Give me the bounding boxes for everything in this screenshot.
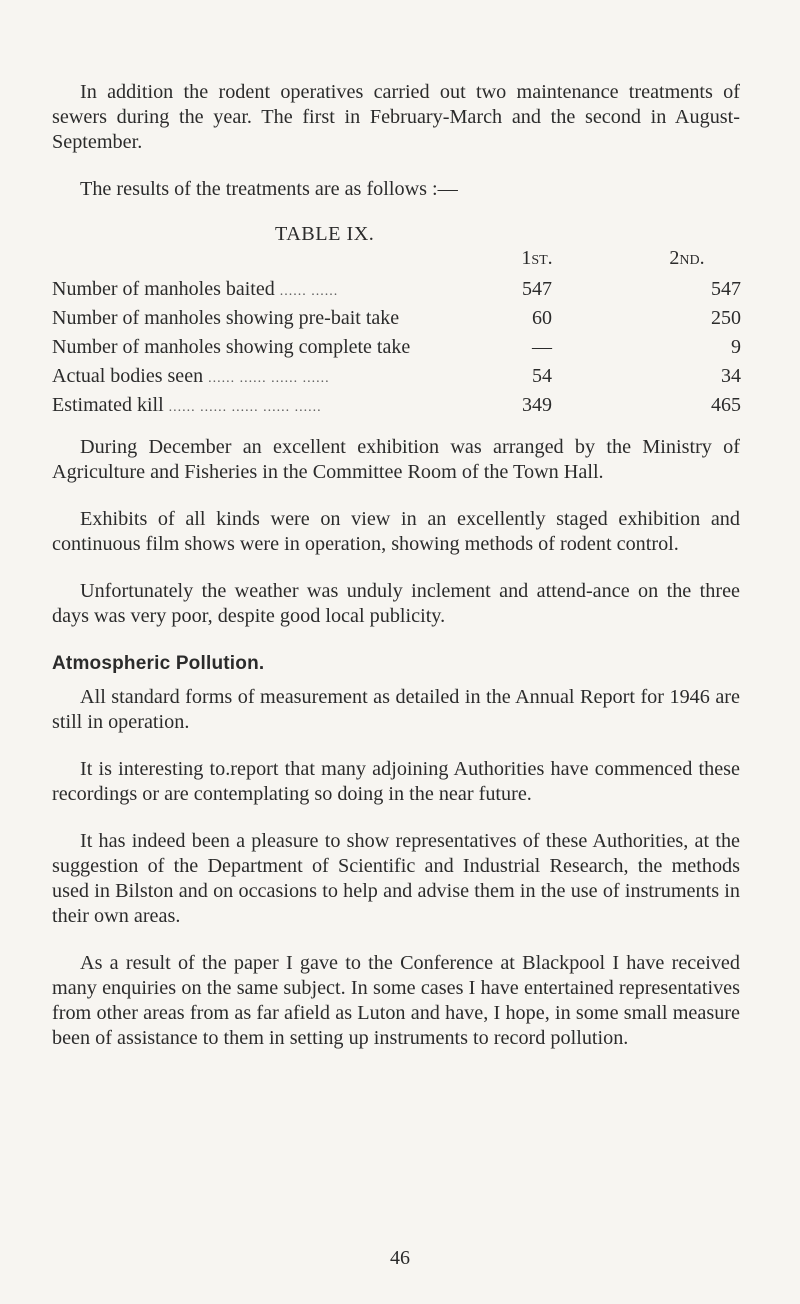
- row-leader-dots: ...... ...... ...... ...... ......: [168, 400, 322, 415]
- row-value-first: 54: [532, 365, 552, 387]
- document-page: [52, 80, 740, 1073]
- intro-paragraph: In addition the rodent operatives carried out two maintenance treatments of sewers during the year. The first in February-March and the second in August-September.: [52, 81, 740, 153]
- table-row: [52, 334, 740, 363]
- row-value-second: 250: [711, 307, 741, 329]
- section-heading: Atmospheric Pollution.: [52, 653, 265, 674]
- row-leader-dots: ...... ...... ...... ......: [208, 371, 330, 386]
- table-title: TABLE IX.: [275, 223, 375, 245]
- exhibits-paragraph: Exhibits of all kinds were on view in an excellently staged exhibition and continuous film shows were in operation, showing methods of rodent control.: [52, 508, 740, 555]
- row-value-second: 465: [711, 394, 741, 416]
- row-value-first: 547: [522, 278, 552, 300]
- row-value-second: 547: [711, 278, 741, 300]
- conference-paragraph: As a result of the paper I gave to the Conference at Blackpool I have received many enquiries on the same subject. In some cases I have entertained representatives from other areas from as far afield as Luton and have, I hope, in some small measure been of assistance to them in setting up instruments to record pollution.: [52, 952, 740, 1049]
- row-value-first: 60: [532, 307, 552, 329]
- row-value-second: 9: [731, 336, 741, 358]
- measurement-paragraph: All standard forms of measurement as detailed in the Annual Report for 1946 are still in operation.: [52, 686, 740, 733]
- authorities-paragraph: It is interesting to.report that many adjoining Authorities have commenced these recordings or are contemplating so doing in the near future.: [52, 758, 740, 805]
- row-label: Estimated kill: [52, 394, 164, 416]
- page-number: 46: [390, 1247, 410, 1269]
- row-value-first: —: [532, 336, 552, 358]
- row-label: Actual bodies seen: [52, 365, 204, 387]
- column-header-second: 2nd.: [669, 247, 705, 269]
- results-table: [52, 222, 740, 421]
- row-label: Number of manholes showing pre-bait take: [52, 307, 400, 329]
- weather-paragraph: Unfortunately the weather was unduly inclement and attend-ance on the three days was very poor, despite good local publicity.: [52, 580, 740, 627]
- exhibition-paragraph: During December an excellent exhibition was arranged by the Ministry of Agriculture and Fisheries in the Committee Room of the Town Hall.: [52, 436, 740, 483]
- table-header-row: [52, 246, 740, 270]
- table-row: [52, 392, 740, 421]
- table-row: [52, 305, 740, 334]
- column-header-first: 1st.: [521, 247, 553, 269]
- row-label: Number of manholes baited: [52, 278, 275, 300]
- table-row: [52, 363, 740, 392]
- table-row: [52, 276, 740, 305]
- row-label: Number of manholes showing complete take: [52, 336, 411, 358]
- results-intro-paragraph: The results of the treatments are as follows :—: [80, 178, 458, 200]
- representatives-paragraph: It has indeed been a pleasure to show representatives of these Authorities, at the suggestion of the Department of Scientific and Industrial Research, the methods used in Bilston and on occasions to help and advise them in the use of instruments in their own areas.: [52, 830, 740, 927]
- row-value-first: 349: [522, 394, 552, 416]
- row-value-second: 34: [721, 365, 741, 387]
- row-leader-dots: ...... ......: [279, 284, 339, 299]
